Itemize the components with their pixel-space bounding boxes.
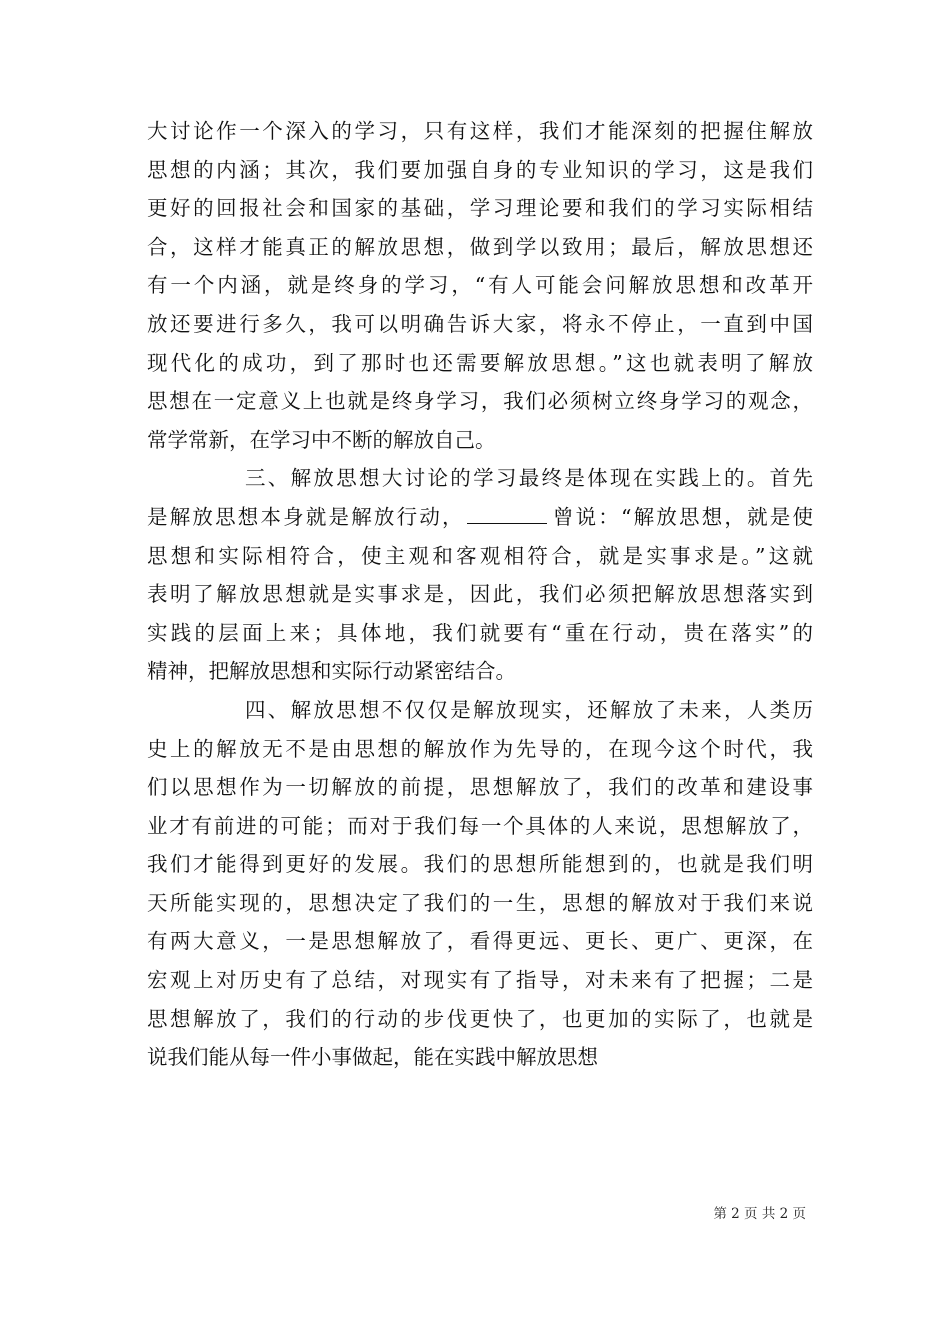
text-line: 史上的解放无不是由思想的解放作为先导的，在现今这个时代，我 xyxy=(147,736,813,761)
text-line: 思想的内涵；其次，我们要加强自身的专业知识的学习，这是我们 xyxy=(147,157,813,182)
text-line: 合，这样才能真正的解放思想，做到学以致用；最后，解放思想还 xyxy=(147,234,813,259)
text-line: 思想在一定意义上也就是终身学习，我们必须树立终身学习的观念， xyxy=(147,389,813,414)
text-line: 宏观上对历史有了总结，对现实有了指导，对未来有了把握；二是 xyxy=(147,968,813,993)
text-line: 精神，把解放思想和实际行动紧密结合。 xyxy=(147,659,516,684)
document-body xyxy=(147,112,813,1077)
text-line: 们以思想作为一切解放的前提，思想解放了，我们的改革和建设事 xyxy=(147,775,813,800)
text-line: 实践的层面上来；具体地，我们就要有“重在行动，贵在落实”的 xyxy=(147,620,813,645)
text-line: 思想解放了，我们的行动的步伐更快了，也更加的实际了，也就是 xyxy=(147,1006,813,1031)
text-line: 说我们能从每一件小事做起，能在实践中解放思想 xyxy=(147,1045,598,1070)
text-line: 业才有前进的可能；而对于我们每一个具体的人来说，思想解放了， xyxy=(147,813,813,838)
text-line: 我们才能得到更好的发展。我们的思想所能想到的，也就是我们明 xyxy=(147,852,813,877)
paragraph-1 xyxy=(147,112,813,459)
text-line: 放还要进行多久，我可以明确告诉大家，将永不停止，一直到中国 xyxy=(147,311,813,336)
paragraph-3 xyxy=(147,691,813,1077)
text-line: 四、解放思想不仅仅是解放现实，还解放了未来，人类历 xyxy=(245,697,813,722)
text-line: 有一个内涵，就是终身的学习，“有人可能会问解放思想和改革开 xyxy=(147,273,813,298)
text-line: 天所能实现的，思想决定了我们的一生，思想的解放对于我们来说 xyxy=(147,890,813,915)
text-line: 常学常新，在学习中不断的解放自己。 xyxy=(147,427,496,452)
text-line: 现代化的成功，到了那时也还需要解放思想。”这也就表明了解放 xyxy=(147,350,813,375)
text-line: 大讨论作一个深入的学习，只有这样，我们才能深刻的把握住解放 xyxy=(147,119,813,143)
fill-in-blank xyxy=(467,522,547,524)
page-number-footer: 第 2 页 共 2 页 xyxy=(713,1206,806,1222)
paragraph-2 xyxy=(147,459,813,691)
text-line: 更好的回报社会和国家的基础，学习理论要和我们的学习实际相结 xyxy=(147,196,813,221)
text-line: 表明了解放思想就是实事求是，因此，我们必须把解放思想落实到 xyxy=(147,582,813,607)
text-line: 思想和实际相符合，使主观和客观相符合，就是实事求是。”这就 xyxy=(147,543,813,568)
text-line: 有两大意义，一是思想解放了，看得更远、更长、更广、更深，在 xyxy=(147,929,813,954)
text-segment: 是解放思想本身就是解放行动， xyxy=(147,504,465,529)
text-line-with-blank xyxy=(147,498,813,537)
text-segment: 曾说：“解放思想，就是使 xyxy=(550,504,813,529)
text-line: 三、解放思想大讨论的学习最终是体现在实践上的。首先 xyxy=(245,466,813,491)
